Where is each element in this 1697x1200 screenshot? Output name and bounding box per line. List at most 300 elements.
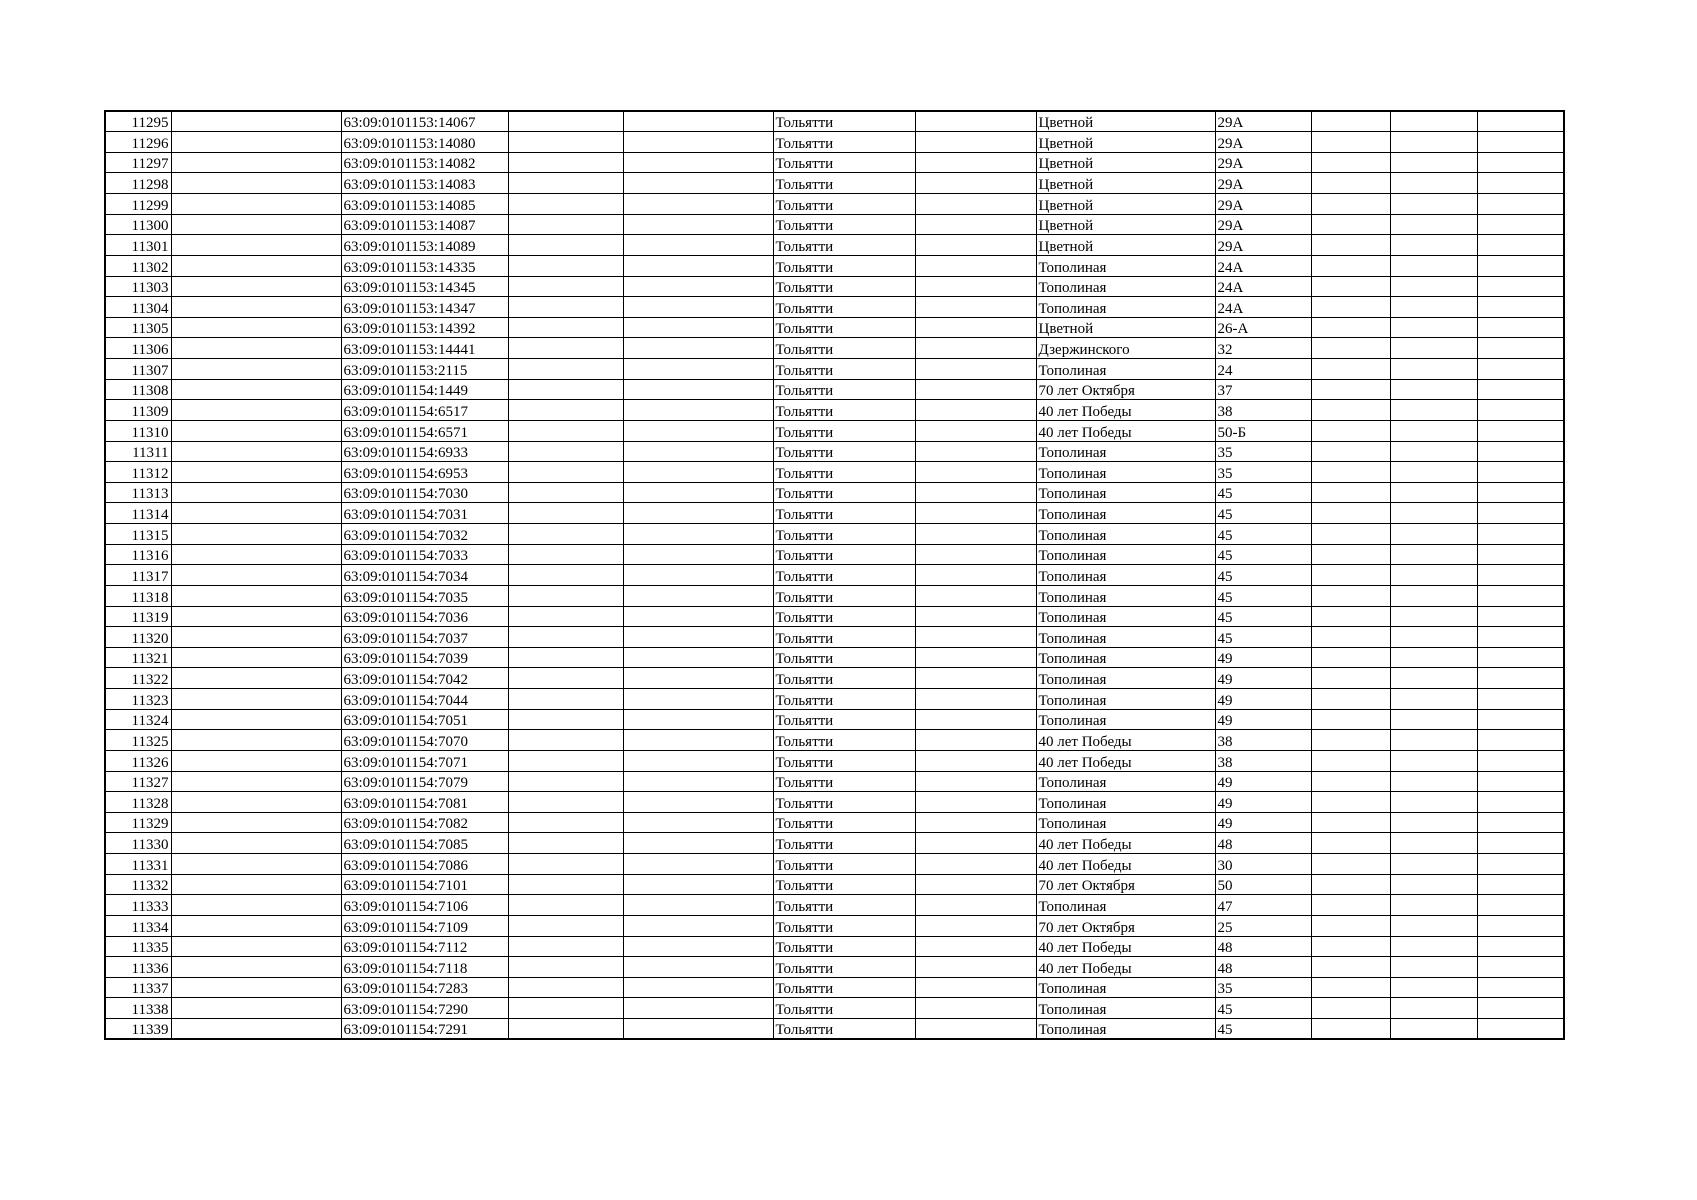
- street-cell: Тополиная: [1036, 771, 1215, 792]
- cadastral-number-cell: 63:09:0101154:1449: [341, 379, 508, 400]
- empty-cell: [508, 235, 623, 256]
- empty-cell: [915, 792, 1036, 813]
- empty-cell: [508, 977, 623, 998]
- empty-cell: [171, 338, 341, 359]
- empty-cell: [171, 998, 341, 1019]
- cadastral-number-cell: 63:09:0101153:14080: [341, 132, 508, 153]
- table-row: [105, 524, 1564, 545]
- street-cell: 40 лет Победы: [1036, 936, 1215, 957]
- empty-cell: [623, 750, 773, 771]
- house-number-cell: 49: [1215, 771, 1311, 792]
- empty-cell: [1311, 709, 1390, 730]
- empty-cell: [508, 998, 623, 1019]
- city-cell: Тольятти: [773, 297, 915, 318]
- empty-cell: [1311, 297, 1390, 318]
- empty-cell: [1311, 606, 1390, 627]
- empty-cell: [1477, 689, 1564, 710]
- cadastral-number-cell: 63:09:0101154:7035: [341, 585, 508, 606]
- city-cell: Тольятти: [773, 544, 915, 565]
- empty-cell: [623, 585, 773, 606]
- house-number-cell: 49: [1215, 689, 1311, 710]
- row-number-cell: 11312: [105, 462, 171, 483]
- house-number-cell: 38: [1215, 750, 1311, 771]
- empty-cell: [915, 152, 1036, 173]
- empty-cell: [508, 812, 623, 833]
- empty-cell: [1311, 544, 1390, 565]
- city-cell: Тольятти: [773, 915, 915, 936]
- empty-cell: [508, 132, 623, 153]
- empty-cell: [1477, 709, 1564, 730]
- empty-cell: [1477, 400, 1564, 421]
- table-row: [105, 235, 1564, 256]
- table-row: [105, 420, 1564, 441]
- cadastral-number-cell: 63:09:0101154:6517: [341, 400, 508, 421]
- empty-cell: [171, 874, 341, 895]
- empty-cell: [1477, 647, 1564, 668]
- empty-cell: [623, 812, 773, 833]
- empty-cell: [171, 400, 341, 421]
- empty-cell: [1311, 730, 1390, 751]
- empty-cell: [1477, 338, 1564, 359]
- empty-cell: [1311, 400, 1390, 421]
- table-row: [105, 441, 1564, 462]
- empty-cell: [1311, 585, 1390, 606]
- street-cell: Цветной: [1036, 111, 1215, 132]
- row-number-cell: 11321: [105, 647, 171, 668]
- empty-cell: [171, 111, 341, 132]
- row-number-cell: 11320: [105, 627, 171, 648]
- empty-cell: [171, 957, 341, 978]
- house-number-cell: 35: [1215, 462, 1311, 483]
- empty-cell: [915, 854, 1036, 875]
- empty-cell: [508, 750, 623, 771]
- empty-cell: [915, 1019, 1036, 1040]
- cadastral-number-cell: 63:09:0101153:14392: [341, 317, 508, 338]
- empty-cell: [1311, 132, 1390, 153]
- empty-cell: [171, 1019, 341, 1040]
- empty-cell: [623, 957, 773, 978]
- row-number-cell: 11303: [105, 276, 171, 297]
- empty-cell: [915, 668, 1036, 689]
- empty-cell: [171, 194, 341, 215]
- empty-cell: [1390, 771, 1477, 792]
- empty-cell: [1477, 895, 1564, 916]
- empty-cell: [508, 792, 623, 813]
- empty-cell: [508, 895, 623, 916]
- empty-cell: [1477, 132, 1564, 153]
- empty-cell: [1311, 482, 1390, 503]
- house-number-cell: 49: [1215, 792, 1311, 813]
- empty-cell: [171, 812, 341, 833]
- house-number-cell: 24: [1215, 359, 1311, 380]
- empty-cell: [1390, 276, 1477, 297]
- empty-cell: [623, 1019, 773, 1040]
- empty-cell: [623, 359, 773, 380]
- table-row: [105, 627, 1564, 648]
- empty-cell: [623, 503, 773, 524]
- empty-cell: [915, 565, 1036, 586]
- empty-cell: [623, 152, 773, 173]
- empty-cell: [1390, 235, 1477, 256]
- table-row: [105, 854, 1564, 875]
- city-cell: Тольятти: [773, 750, 915, 771]
- table-row: [105, 585, 1564, 606]
- empty-cell: [1477, 235, 1564, 256]
- empty-cell: [508, 771, 623, 792]
- table-row: [105, 998, 1564, 1019]
- table-row: [105, 915, 1564, 936]
- table-row: [105, 214, 1564, 235]
- empty-cell: [1477, 317, 1564, 338]
- cadastral-number-cell: 63:09:0101154:7109: [341, 915, 508, 936]
- table-row: [105, 668, 1564, 689]
- empty-cell: [1311, 152, 1390, 173]
- table-row: [105, 647, 1564, 668]
- empty-cell: [171, 689, 341, 710]
- empty-cell: [623, 565, 773, 586]
- street-cell: Тополиная: [1036, 998, 1215, 1019]
- street-cell: 40 лет Победы: [1036, 400, 1215, 421]
- street-cell: Тополиная: [1036, 709, 1215, 730]
- empty-cell: [508, 338, 623, 359]
- row-number-cell: 11304: [105, 297, 171, 318]
- empty-cell: [171, 709, 341, 730]
- empty-cell: [1390, 647, 1477, 668]
- house-number-cell: 45: [1215, 503, 1311, 524]
- empty-cell: [1390, 606, 1477, 627]
- city-cell: Тольятти: [773, 895, 915, 916]
- empty-cell: [508, 874, 623, 895]
- empty-cell: [171, 379, 341, 400]
- table-row: [105, 750, 1564, 771]
- cadastral-number-cell: 63:09:0101154:7106: [341, 895, 508, 916]
- row-number-cell: 11301: [105, 235, 171, 256]
- empty-cell: [915, 874, 1036, 895]
- city-cell: Тольятти: [773, 647, 915, 668]
- street-cell: 70 лет Октября: [1036, 915, 1215, 936]
- empty-cell: [1311, 503, 1390, 524]
- empty-cell: [1311, 359, 1390, 380]
- street-cell: Тополиная: [1036, 544, 1215, 565]
- empty-cell: [508, 524, 623, 545]
- empty-cell: [171, 235, 341, 256]
- house-number-cell: 45: [1215, 544, 1311, 565]
- empty-cell: [1477, 957, 1564, 978]
- empty-cell: [1390, 317, 1477, 338]
- table-row: [105, 359, 1564, 380]
- empty-cell: [508, 462, 623, 483]
- empty-cell: [1477, 833, 1564, 854]
- empty-cell: [623, 338, 773, 359]
- city-cell: Тольятти: [773, 585, 915, 606]
- empty-cell: [1311, 895, 1390, 916]
- table-row: [105, 833, 1564, 854]
- empty-cell: [915, 194, 1036, 215]
- empty-cell: [623, 194, 773, 215]
- row-number-cell: 11310: [105, 420, 171, 441]
- empty-cell: [915, 524, 1036, 545]
- table-row: [105, 276, 1564, 297]
- city-cell: Тольятти: [773, 627, 915, 648]
- empty-cell: [1477, 544, 1564, 565]
- street-cell: Тополиная: [1036, 482, 1215, 503]
- empty-cell: [623, 936, 773, 957]
- cadastral-number-cell: 63:09:0101154:6953: [341, 462, 508, 483]
- city-cell: Тольятти: [773, 338, 915, 359]
- city-cell: Тольятти: [773, 936, 915, 957]
- table-row: [105, 771, 1564, 792]
- empty-cell: [915, 895, 1036, 916]
- empty-cell: [915, 812, 1036, 833]
- empty-cell: [1477, 750, 1564, 771]
- cadastral-number-cell: 63:09:0101154:7070: [341, 730, 508, 751]
- table-row: [105, 400, 1564, 421]
- empty-cell: [1477, 276, 1564, 297]
- empty-cell: [915, 998, 1036, 1019]
- empty-cell: [1390, 689, 1477, 710]
- cadastral-number-cell: 63:09:0101154:7291: [341, 1019, 508, 1040]
- city-cell: Тольятти: [773, 998, 915, 1019]
- empty-cell: [623, 235, 773, 256]
- city-cell: Тольятти: [773, 689, 915, 710]
- empty-cell: [171, 647, 341, 668]
- empty-cell: [171, 462, 341, 483]
- city-cell: Тольятти: [773, 606, 915, 627]
- street-cell: Тополиная: [1036, 606, 1215, 627]
- empty-cell: [1311, 957, 1390, 978]
- street-cell: Тополиная: [1036, 297, 1215, 318]
- cadastral-number-cell: 63:09:0101154:7031: [341, 503, 508, 524]
- row-number-cell: 11330: [105, 833, 171, 854]
- empty-cell: [1390, 524, 1477, 545]
- empty-cell: [1311, 833, 1390, 854]
- empty-cell: [1311, 668, 1390, 689]
- row-number-cell: 11339: [105, 1019, 171, 1040]
- city-cell: Тольятти: [773, 235, 915, 256]
- table-row: [105, 565, 1564, 586]
- city-cell: Тольятти: [773, 194, 915, 215]
- empty-cell: [1477, 668, 1564, 689]
- house-number-cell: 26-А: [1215, 317, 1311, 338]
- empty-cell: [623, 977, 773, 998]
- row-number-cell: 11335: [105, 936, 171, 957]
- city-cell: Тольятти: [773, 173, 915, 194]
- city-cell: Тольятти: [773, 152, 915, 173]
- empty-cell: [1311, 627, 1390, 648]
- empty-cell: [1311, 771, 1390, 792]
- empty-cell: [1390, 359, 1477, 380]
- street-cell: Цветной: [1036, 194, 1215, 215]
- row-number-cell: 11332: [105, 874, 171, 895]
- empty-cell: [623, 524, 773, 545]
- cadastral-number-cell: 63:09:0101154:7283: [341, 977, 508, 998]
- house-number-cell: 49: [1215, 709, 1311, 730]
- row-number-cell: 11295: [105, 111, 171, 132]
- empty-cell: [915, 173, 1036, 194]
- street-cell: Тополиная: [1036, 895, 1215, 916]
- empty-cell: [508, 668, 623, 689]
- cadastral-number-cell: 63:09:0101153:14347: [341, 297, 508, 318]
- empty-cell: [915, 462, 1036, 483]
- registry-table: [104, 110, 1565, 1040]
- cadastral-number-cell: 63:09:0101153:14441: [341, 338, 508, 359]
- empty-cell: [623, 833, 773, 854]
- street-cell: Цветной: [1036, 214, 1215, 235]
- city-cell: Тольятти: [773, 214, 915, 235]
- empty-cell: [1311, 194, 1390, 215]
- empty-cell: [508, 689, 623, 710]
- cadastral-number-cell: 63:09:0101154:7085: [341, 833, 508, 854]
- street-cell: Цветной: [1036, 152, 1215, 173]
- empty-cell: [508, 854, 623, 875]
- empty-cell: [1477, 524, 1564, 545]
- street-cell: 40 лет Победы: [1036, 854, 1215, 875]
- street-cell: 40 лет Победы: [1036, 730, 1215, 751]
- empty-cell: [1311, 173, 1390, 194]
- empty-cell: [508, 606, 623, 627]
- street-cell: Тополиная: [1036, 689, 1215, 710]
- row-number-cell: 11329: [105, 812, 171, 833]
- empty-cell: [915, 627, 1036, 648]
- table-row: [105, 792, 1564, 813]
- empty-cell: [508, 297, 623, 318]
- table-row: [105, 895, 1564, 916]
- empty-cell: [623, 214, 773, 235]
- cadastral-number-cell: 63:09:0101153:14082: [341, 152, 508, 173]
- cadastral-number-cell: 63:09:0101154:7101: [341, 874, 508, 895]
- table-row: [105, 173, 1564, 194]
- city-cell: Тольятти: [773, 317, 915, 338]
- empty-cell: [171, 565, 341, 586]
- table-row: [105, 338, 1564, 359]
- empty-cell: [1311, 420, 1390, 441]
- cadastral-number-cell: 63:09:0101153:14067: [341, 111, 508, 132]
- empty-cell: [915, 977, 1036, 998]
- cadastral-number-cell: 63:09:0101154:7042: [341, 668, 508, 689]
- empty-cell: [1311, 235, 1390, 256]
- row-number-cell: 11324: [105, 709, 171, 730]
- empty-cell: [915, 482, 1036, 503]
- empty-cell: [1390, 482, 1477, 503]
- empty-cell: [1390, 895, 1477, 916]
- city-cell: Тольятти: [773, 730, 915, 751]
- empty-cell: [508, 957, 623, 978]
- cadastral-number-cell: 63:09:0101154:7030: [341, 482, 508, 503]
- empty-cell: [1477, 194, 1564, 215]
- row-number-cell: 11305: [105, 317, 171, 338]
- city-cell: Тольятти: [773, 833, 915, 854]
- empty-cell: [1390, 585, 1477, 606]
- empty-cell: [1477, 359, 1564, 380]
- cadastral-number-cell: 63:09:0101153:14089: [341, 235, 508, 256]
- empty-cell: [171, 524, 341, 545]
- house-number-cell: 35: [1215, 441, 1311, 462]
- empty-cell: [623, 297, 773, 318]
- empty-cell: [915, 338, 1036, 359]
- table-row: [105, 544, 1564, 565]
- empty-cell: [1390, 544, 1477, 565]
- empty-cell: [508, 276, 623, 297]
- empty-cell: [623, 730, 773, 751]
- empty-cell: [1311, 462, 1390, 483]
- empty-cell: [1477, 874, 1564, 895]
- empty-cell: [915, 771, 1036, 792]
- empty-cell: [1390, 462, 1477, 483]
- empty-cell: [623, 482, 773, 503]
- empty-cell: [1311, 1019, 1390, 1040]
- city-cell: Тольятти: [773, 565, 915, 586]
- empty-cell: [1390, 812, 1477, 833]
- city-cell: Тольятти: [773, 792, 915, 813]
- empty-cell: [1477, 792, 1564, 813]
- city-cell: Тольятти: [773, 1019, 915, 1040]
- empty-cell: [508, 359, 623, 380]
- table-row: [105, 936, 1564, 957]
- row-number-cell: 11318: [105, 585, 171, 606]
- cadastral-number-cell: 63:09:0101154:7290: [341, 998, 508, 1019]
- empty-cell: [623, 895, 773, 916]
- street-cell: 40 лет Победы: [1036, 833, 1215, 854]
- city-cell: Тольятти: [773, 420, 915, 441]
- street-cell: Тополиная: [1036, 255, 1215, 276]
- row-number-cell: 11317: [105, 565, 171, 586]
- empty-cell: [171, 854, 341, 875]
- empty-cell: [171, 255, 341, 276]
- row-number-cell: 11327: [105, 771, 171, 792]
- empty-cell: [1311, 441, 1390, 462]
- city-cell: Тольятти: [773, 379, 915, 400]
- empty-cell: [1390, 668, 1477, 689]
- empty-cell: [171, 173, 341, 194]
- row-number-cell: 11316: [105, 544, 171, 565]
- city-cell: Тольятти: [773, 276, 915, 297]
- empty-cell: [1311, 998, 1390, 1019]
- street-cell: 70 лет Октября: [1036, 379, 1215, 400]
- empty-cell: [623, 173, 773, 194]
- empty-cell: [171, 627, 341, 648]
- empty-cell: [508, 503, 623, 524]
- empty-cell: [915, 709, 1036, 730]
- empty-cell: [1390, 750, 1477, 771]
- house-number-cell: 32: [1215, 338, 1311, 359]
- row-number-cell: 11323: [105, 689, 171, 710]
- street-cell: Цветной: [1036, 173, 1215, 194]
- empty-cell: [1390, 441, 1477, 462]
- empty-cell: [171, 441, 341, 462]
- cadastral-number-cell: 63:09:0101154:7032: [341, 524, 508, 545]
- row-number-cell: 11315: [105, 524, 171, 545]
- row-number-cell: 11307: [105, 359, 171, 380]
- row-number-cell: 11319: [105, 606, 171, 627]
- house-number-cell: 25: [1215, 915, 1311, 936]
- empty-cell: [623, 998, 773, 1019]
- empty-cell: [915, 503, 1036, 524]
- empty-cell: [1477, 915, 1564, 936]
- empty-cell: [171, 420, 341, 441]
- empty-cell: [1477, 255, 1564, 276]
- table-row: [105, 957, 1564, 978]
- empty-cell: [1477, 297, 1564, 318]
- city-cell: Тольятти: [773, 359, 915, 380]
- empty-cell: [508, 152, 623, 173]
- row-number-cell: 11300: [105, 214, 171, 235]
- empty-cell: [1390, 709, 1477, 730]
- table-row: [105, 482, 1564, 503]
- row-number-cell: 11299: [105, 194, 171, 215]
- registry-table-body: [105, 111, 1564, 1039]
- row-number-cell: 11314: [105, 503, 171, 524]
- empty-cell: [1311, 874, 1390, 895]
